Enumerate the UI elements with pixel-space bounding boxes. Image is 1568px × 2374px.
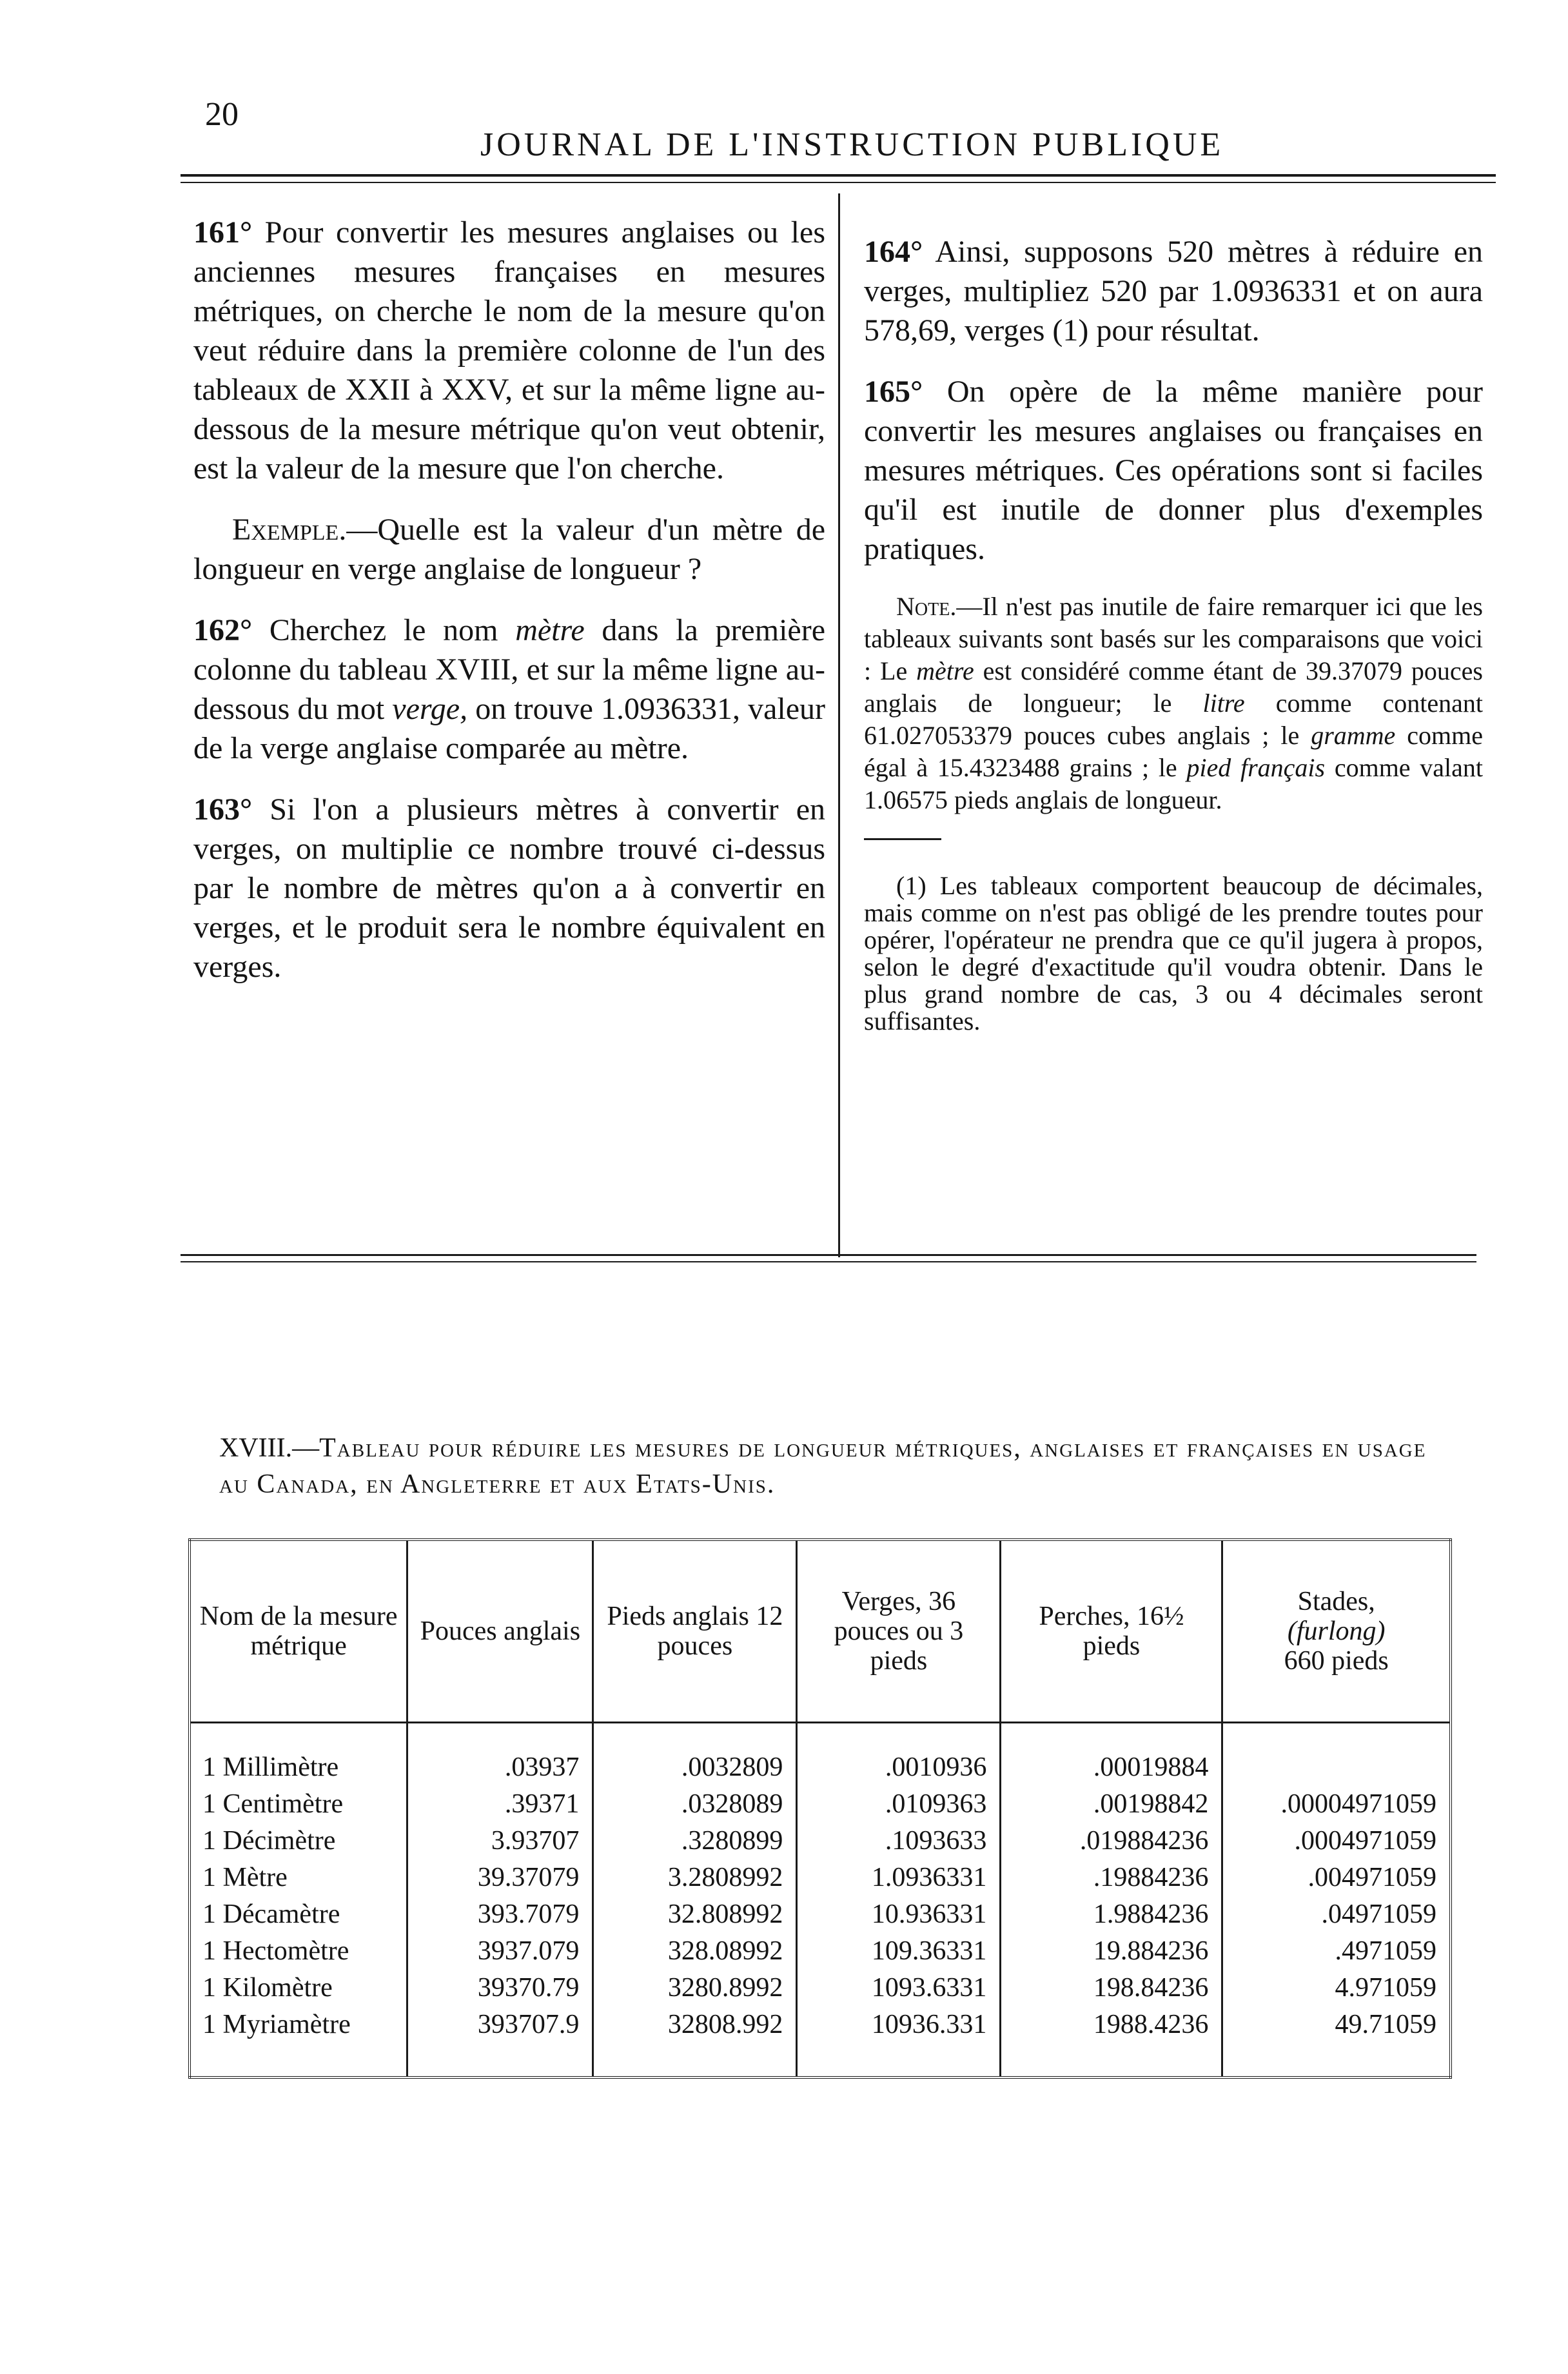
paragraph-text: dans la première colonne du tableau XVIII, et sur la même ligne au-dessous du mot [193,613,825,726]
cell-value: .03937 [504,1752,580,1782]
cell-value: 198.84236 [1093,1973,1209,2003]
column-stades [1222,1723,1451,2078]
table-header-row [190,1540,1451,1723]
paragraph-164 [864,232,1483,350]
cell-value: 49.71059 [1335,2010,1436,2039]
table-body-row [190,1723,1451,2078]
cell-value: 3280.8992 [667,1973,783,2003]
paragraph-163 [193,790,825,986]
column-perches [1001,1723,1222,2078]
column-inches [407,1723,593,2078]
cell-value: 19.884236 [1093,1936,1209,1966]
cell-value: 3.2808992 [667,1863,783,1892]
cell-value: 109.36331 [871,1936,987,1966]
italic-term: gramme [1311,721,1396,750]
header-rule [181,174,1496,177]
footnote: (1) Les tableaux comportent beaucoup de décimales, mais comme on n'est pas obligé de les prendre toutes pour opérer, l'opérateur ne prendra que ce qu'il jugera à propos, selon le degré d'exactitude qu'il voudra obtenir. Dans le plus grand nombre de cas, 3 ou 4 décimales seront suffisantes. [864,871,1483,1035]
cell-value: .0010936 [885,1752,987,1782]
cell-value: .0032809 [681,1752,783,1782]
cell-value: 3.93707 [491,1826,580,1856]
cell-value: 4.971059 [1335,1973,1436,2003]
right-column [864,232,1483,1057]
italic-term: verge, [392,692,468,726]
paragraph-text: Si l'on a plusieurs mètres à convertir en verges, on multiplie ce nombre trouvé ci-dessus par le nombre de mètres qu'on a à convertir en verges, et le produit sera le nombre équivalent en verges. [193,792,825,984]
header-stades [1222,1540,1451,1723]
running-head: JOURNAL DE L'INSTRUCTION PUBLIQUE [480,126,1224,163]
header-stades-line3: 660 pieds [1284,1646,1389,1676]
column-feet [593,1723,797,2078]
cell-value: 10.936331 [871,1899,987,1929]
paragraph-number: 163° [193,792,253,827]
cell-value: .3280899 [681,1826,783,1856]
cell-value: .04971059 [1321,1899,1436,1929]
table-title-text: Tableau pour réduire les mesures de longueur métriques, anglaises et françaises en usage au Canada, en Angleterre et aux Etats-Unis. [219,1433,1427,1499]
paragraph-number: 165° [864,375,923,409]
cell-value: 39370.79 [477,1973,580,2003]
cell-value: 1.0936331 [871,1863,987,1892]
column-names [190,1723,407,2078]
header-name: Nom de la mesure métrique [190,1540,407,1723]
left-column [193,213,825,1008]
cell-name: 1 Centimètre [202,1789,344,1819]
paragraph-number: 161° [193,215,253,250]
header-stades-line1: Stades, [1297,1587,1375,1616]
cell-value: .39371 [504,1789,580,1819]
cell-value: 1.9884236 [1093,1899,1209,1929]
italic-term: pied français [1186,753,1326,782]
cell-value: 3937.079 [477,1936,580,1966]
cell-value: 328.08992 [667,1936,783,1966]
footnote-separator [864,838,941,840]
header-perches: Perches, 16½ pieds [1001,1540,1222,1723]
cell-value: 1988.4236 [1093,2010,1209,2039]
paragraph-165 [864,372,1483,569]
note-text: comme égal à 15.4323488 grains ; le [864,721,1484,782]
header-feet: Pieds anglais 12 pouces [593,1540,797,1723]
cell-name: 1 Décimètre [202,1826,336,1856]
note-paragraph [864,591,1483,816]
example-paragraph [193,510,825,589]
paragraph-text: Ainsi, supposons 520 mètres à réduire en verges, multipliez 520 par 1.0936331 et on aura 578,69, verges (1) pour résultat. [864,235,1483,348]
paragraph-162 [193,611,825,768]
paragraph-text: on trouve 1.0936331, valeur de la verge anglaise comparée au mètre. [193,692,826,765]
cell-name: 1 Hectomètre [202,1936,349,1966]
cell-value: .0109363 [885,1789,987,1819]
cell-value: .1093633 [885,1826,987,1856]
note-text: comme contenant 61.027053379 pouces cubes anglais ; le [864,689,1483,750]
note-text: —Il n'est pas inutile de faire remarquer ici que les tableaux suivants sont basés sur les comparaisons que voici : Le [864,592,1483,685]
cell-value: 32808.992 [667,2010,783,2039]
note-text: comme valant 1.06575 pieds anglais de longueur. [864,753,1484,814]
italic-term: litre [1202,689,1245,718]
header-stades-line2: (furlong) [1287,1616,1386,1646]
note-text: est considéré comme étant de 39.37079 pouces anglais de longueur; le [864,656,1483,718]
cell-value: 393.7079 [477,1899,580,1929]
conversion-table [188,1538,1452,2079]
table-title [219,1430,1444,1502]
page-number: 20 [205,96,239,133]
note-label: Note. [896,592,957,621]
cell-value: 39.37079 [477,1863,580,1892]
example-text: —Quelle est la valeur d'un mètre de longueur en verge anglaise de longueur ? [193,513,825,586]
cell-name: 1 Myriamètre [202,2010,351,2039]
italic-term: mètre [515,613,585,647]
paragraph-161 [193,213,825,488]
cell-value: .00198842 [1093,1789,1209,1819]
example-label: Exemple. [232,513,347,547]
paragraph-text: On opère de la même manière pour convertir les mesures anglaises ou françaises en mesures métriques. Ces opérations sont si faciles qu'il est inutile de donner plus d'exemples pratiques. [864,375,1484,566]
section-rule-thin [181,1261,1476,1262]
cell-value: .19884236 [1093,1863,1209,1892]
cell-value: .0004971059 [1294,1826,1436,1856]
cell-value: .004971059 [1308,1863,1436,1892]
italic-term: mètre [916,656,974,685]
column-divider [838,193,840,1257]
column-yards [797,1723,1001,2078]
table-number: XVIII.— [219,1433,320,1463]
paragraph-number: 164° [864,235,923,269]
section-rule [181,1254,1476,1256]
cell-value: .00004971059 [1280,1789,1436,1819]
cell-name: 1 Kilomètre [202,1973,333,2003]
paragraph-number: 162° [193,613,253,647]
cell-name: 1 Mètre [202,1863,288,1892]
cell-value: .4971059 [1335,1936,1436,1966]
cell-name: 1 Décamètre [202,1899,340,1929]
cell-value: .00019884 [1093,1752,1209,1782]
cell-value: .0328089 [681,1789,783,1819]
cell-value: 1093.6331 [871,1973,987,2003]
paragraph-text: Pour convertir les mesures anglaises ou les anciennes mesures françaises en mesures métriques, on cherche le nom de la mesure qu'on veut réduire dans la première colonne de l'un des tableaux de XXII à XXV, et sur la même ligne au-dessous de la mesure métrique qu'on veut obtenir, est la valeur de la mesure que l'on cherche. [193,215,826,486]
cell-name: 1 Millimètre [202,1752,339,1782]
cell-value: 10936.331 [871,2010,987,2039]
cell-value: 32.808992 [667,1899,783,1929]
paragraph-text: Cherchez le nom [269,613,498,647]
header-rule-thin [181,182,1496,183]
cell-value: 393707.9 [477,2010,580,2039]
header-inches: Pouces anglais [407,1540,593,1723]
cell-value: .019884236 [1079,1826,1209,1856]
header-yards: Verges, 36 pouces ou 3 pieds [797,1540,1001,1723]
